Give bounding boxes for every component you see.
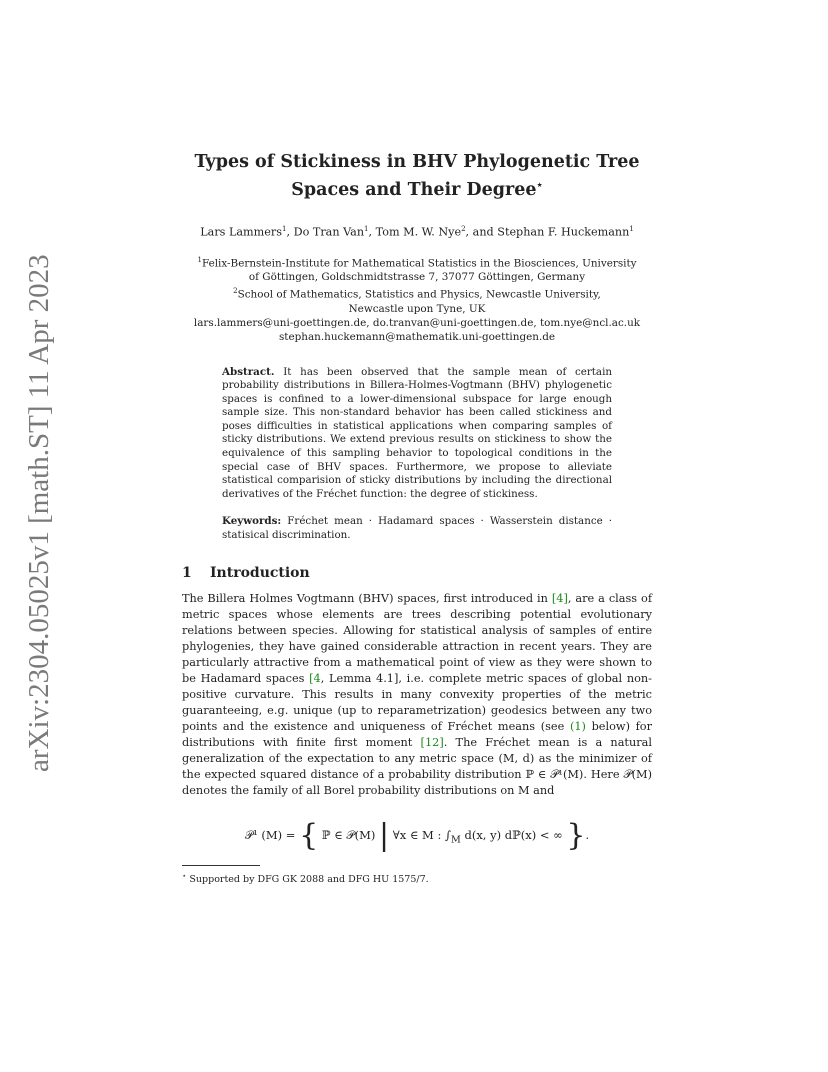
author-list: Lars Lammers$^1$, Do Tran Van$^1$, Tom M. W. Nye$^2$, and Stephan F. Huckemann$^1$ <box>200 224 634 239</box>
equation-part: ℙ ∈ 𝒫(M) <box>321 827 376 842</box>
intro-text: The Billera Holmes Vogtmann (BHV) spaces, first introduced in <box>182 591 552 605</box>
equation-brace-open: { <box>299 817 319 853</box>
equation-bar: | <box>379 817 390 853</box>
emails-line-1: lars.lammers@uni-goettingen.de, do.tranvan@uni-goettingen.de, tom.nye@ncl.ac.uk <box>193 316 641 329</box>
affiliation-2-line-1: School of Mathematics, Statistics and Physics, Newcastle University, <box>237 288 601 301</box>
footnote-mark: ⋆ <box>182 871 187 880</box>
author-affil-mark: 1 <box>282 224 287 233</box>
equation-lhs: 𝒫¹ (M) = <box>244 827 296 842</box>
author-affil-mark: 1 <box>364 224 369 233</box>
intro-text: , are a class of metric spaces whose elements are trees describing potential evolutionary relations between species. Allowing for statistical analysis of samples of entire phylogenies, they have gained considerable attraction in recent years. They are particularly attractive from a mathematical point of view as they were shown to be Hadamard spaces <box>182 591 653 685</box>
equation-part: ∀x ∈ M : ∫ <box>392 827 451 842</box>
section-number: 1 <box>182 564 192 581</box>
section-heading <box>182 565 652 581</box>
affiliation-1-line-2: of Göttingen, Goldschmidtstrasse 7, 37077 Göttingen, Germany <box>248 271 586 284</box>
title-footnote-mark: ⋆ <box>536 180 543 191</box>
citation-link[interactable]: [4] <box>551 591 568 605</box>
arxiv-sidebar <box>14 254 64 772</box>
affiliations <box>182 253 652 344</box>
author: Tom M. W. Nye <box>375 225 462 239</box>
footnote-rule <box>182 865 260 866</box>
author: Stephan F. Huckemann <box>497 225 630 239</box>
abstract <box>222 366 612 502</box>
citation-link[interactable]: [4 <box>309 671 321 685</box>
affiliation-2-line-2: Newcastle upon Tyne, UK <box>348 302 486 315</box>
footnote <box>182 870 652 886</box>
author: Lars Lammers <box>200 225 282 239</box>
abstract-text: It has been observed that the sample mean of certain probability distributions in Billera-Holmes-Vogtmann (BHV) phylogenetic spaces is confined to a lower-dimensional subspace for large enough sample size. This non-standard behavior has been called stickiness and poses difficulties in statistical applications when comparing samples of sticky distributions. We extend previous results on stickiness to show the equivalence of this sampling behavior to topological conditions in the special case of BHV spaces. Furthermore, we propose to alleviate statistical comparision of sticky distributions by including the directional derivatives of the Fréchet function: the degree of stickiness. <box>222 365 612 500</box>
author: Do Tran Van <box>293 225 365 239</box>
footnote-text: Supported by DFG GK 2088 and DFG HU 1575/7. <box>186 873 429 885</box>
keywords-label: Keywords: <box>222 515 282 528</box>
keywords-text: Fréchet mean · Hadamard spaces · Wasserstein distance · statisical discrimination. <box>222 515 612 542</box>
author-and: and <box>472 225 494 239</box>
equation <box>182 815 652 855</box>
section-title: Introduction <box>210 564 310 581</box>
author-affil-mark: 2 <box>461 224 466 233</box>
equation-part: d(x, y) dℙ(x) < ∞ <box>460 827 563 842</box>
arxiv-identifier: arXiv:2304.05025v1 [math.ST] 11 Apr 2023 <box>23 254 55 772</box>
keywords <box>222 515 612 542</box>
equation-end: . <box>585 827 590 842</box>
citation-link[interactable]: [12] <box>420 735 444 749</box>
equation-subscript: M <box>451 833 461 845</box>
title-line-2: Spaces and Their Degree <box>291 179 537 200</box>
title-line-1: Types of Stickiness in BHV Phylogenetic Tree <box>194 152 640 172</box>
intro-text: , Lemma 4.1], i.e. complete metric spaces of global non-positive curvature. This results in many convexity properties of the metric guaranteeing, e.g. unique (up to reparametrization) geodesics between any two points and the existence and uniqueness of Fréchet means (see <box>182 671 652 733</box>
affiliation-1-line-1: Felix-Bernstein-Institute for Mathematical Statistics in the Biosciences, University <box>201 257 637 270</box>
paper-title <box>182 150 652 202</box>
affil-mark: 2 <box>233 287 238 296</box>
equation-brace-close: } <box>566 817 586 853</box>
abstract-label: Abstract. <box>222 365 275 378</box>
emails-line-2: stephan.huckemann@mathematik.uni-goettingen.de <box>278 330 556 343</box>
intro-paragraph <box>182 591 652 799</box>
intro-text: below) for distributions with finite first moment <box>182 719 652 749</box>
affil-mark: 1 <box>197 255 202 264</box>
intro-text: . The Fréchet mean is a natural generalization of the expectation to any metric space (M, d) as the minimizer of the expected squared distance of a probability distribution ℙ ∈ 𝒫¹(M). Here 𝒫(M) denotes the family of all Borel probability distributions on M and <box>182 735 652 797</box>
equation-link[interactable]: (1) <box>569 719 586 733</box>
author-affil-mark: 1 <box>629 224 634 233</box>
paper-page <box>182 150 652 886</box>
